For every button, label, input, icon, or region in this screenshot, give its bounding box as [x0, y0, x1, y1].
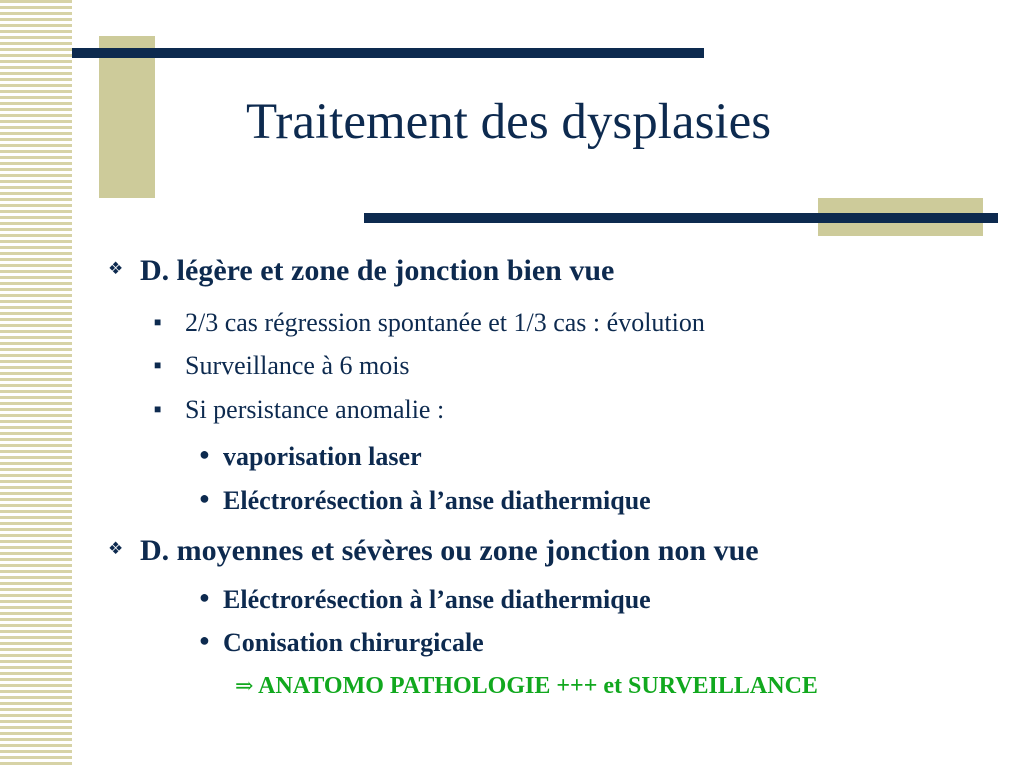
diamond-bullet-icon: ❖	[108, 259, 124, 278]
bullet-level3	[199, 486, 651, 516]
dot-bullet-icon: ●	[199, 587, 210, 607]
square-bullet-icon: ■	[154, 315, 162, 329]
square-bullet-icon: ■	[154, 358, 162, 372]
bullet-level2	[154, 351, 410, 381]
bullet-text: Eléctrorésection à l’anse diathermique	[223, 486, 651, 515]
bullet-level3	[199, 628, 484, 658]
bullet-level2	[154, 308, 705, 338]
bullet-text: 2/3 cas régression spontanée et 1/3 cas : évolution	[185, 308, 705, 337]
bullet-text: Eléctrorésection à l’anse diathermique	[223, 585, 651, 614]
bullet-text: ANATOMO PATHOLOGIE +++ et SURVEILLANCE	[258, 673, 818, 699]
bullet-level3	[199, 442, 422, 472]
bullet-text: Si persistance anomalie :	[185, 395, 445, 424]
decorative-block-top	[99, 36, 155, 198]
bullet-level3	[199, 585, 651, 615]
dot-bullet-icon: ●	[199, 630, 210, 650]
decorative-line-bottom	[364, 213, 998, 223]
bullet-level1	[108, 534, 759, 568]
diamond-bullet-icon: ❖	[108, 539, 124, 558]
dot-bullet-icon: ●	[199, 444, 210, 464]
bullet-text: Surveillance à 6 mois	[185, 351, 410, 380]
slide-title: Traitement des dysplasies	[246, 94, 772, 150]
bullet-text: Conisation chirurgicale	[223, 628, 484, 657]
bullet-level2	[154, 395, 444, 425]
bullet-text: vaporisation laser	[223, 442, 422, 471]
bullet-level1	[108, 254, 614, 288]
square-bullet-icon: ■	[154, 402, 162, 416]
bullet-text: D. moyennes et sévères ou zone jonction non vue	[140, 534, 759, 567]
double-arrow-right-icon: ⇒	[235, 673, 254, 698]
dot-bullet-icon: ●	[199, 488, 210, 508]
bullet-text: D. légère et zone de jonction bien vue	[140, 254, 615, 287]
decorative-line-top	[72, 48, 704, 58]
striped-side-band	[0, 0, 72, 768]
bullet-level4-emphasis	[235, 673, 818, 700]
